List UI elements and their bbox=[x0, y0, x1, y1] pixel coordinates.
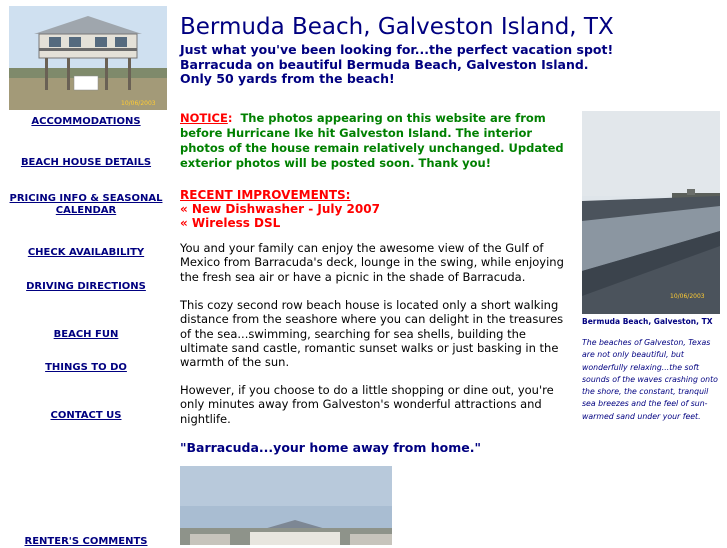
recent-improvements bbox=[180, 188, 380, 230]
house-photo-date-stamp: 10/06/2003 bbox=[121, 100, 156, 107]
beach-photo-caption: Bermuda Beach, Galveston, TX bbox=[582, 317, 713, 326]
nav-driving-directions-link[interactable]: DRIVING DIRECTIONS bbox=[26, 281, 146, 292]
nav-check-availability-link[interactable]: CHECK AVAILABILITY bbox=[27, 247, 145, 258]
beach-photo-date-stamp: 10/06/2003 bbox=[670, 293, 705, 300]
description-paragraph: However, if you choose to do a little shopping or dine out, you're only minutes away from Galveston's wonderful attractions and nightlife. bbox=[180, 383, 554, 426]
nav-accommodations-link[interactable]: ACCOMMODATIONS bbox=[31, 116, 141, 127]
nav-things-to-do-link[interactable]: THINGS TO DO bbox=[45, 362, 127, 373]
beach-house-photo bbox=[9, 6, 167, 110]
improvements-heading: RECENT IMPROVEMENTS: bbox=[180, 188, 351, 202]
nav-beach-house-details-link[interactable]: BEACH HOUSE DETAILS bbox=[20, 157, 152, 168]
nav-pricing-info-link[interactable]: PRICING INFO & SEASONAL CALENDAR bbox=[9, 193, 163, 216]
improvement-item: « New Dishwasher - July 2007 bbox=[180, 202, 380, 216]
intro-block bbox=[180, 43, 613, 87]
improvement-item: « Wireless DSL bbox=[180, 216, 281, 230]
nav-contact-us-link[interactable]: CONTACT US bbox=[50, 410, 122, 421]
beach-house-exterior-photo bbox=[180, 466, 392, 545]
beach-shoreline-photo bbox=[582, 111, 720, 314]
page-title: Bermuda Beach, Galveston Island, TX bbox=[180, 14, 614, 40]
nav-renters-comments-link[interactable]: RENTER'S COMMENTS bbox=[24, 536, 148, 547]
description-paragraph: This cozy second row beach house is located only a short walking distance from the seashore where you can delight in the treasures of the sea...swimming, searching for sea shells, building the ultimate sand castle, romantic sunset walks or just basking in the warmth of the sun. bbox=[180, 298, 564, 370]
intro-line: Just what you've been looking for...the perfect vacation spot! bbox=[180, 42, 614, 57]
notice-label: NOTICE bbox=[180, 111, 228, 125]
description-paragraph: You and your family can enjoy the awesome view of the Gulf of Mexico from Barracuda's deck, lounge in the swing, while enjoying the fresh sea air or have a picnic in the shade of Barracuda. bbox=[180, 241, 564, 284]
intro-line: Barracuda on beautiful Bermuda Beach, Galveston Island. bbox=[180, 56, 589, 72]
notice-text: The photos appearing on this website are from before Hurricane Ike hit Galveston Island. The interior photos of the house remain relatively unchanged. Updated exterior photos will be posted soon. Thank you! bbox=[180, 111, 564, 170]
left-navigation bbox=[0, 0, 172, 545]
slogan: "Barracuda...your home away from home." bbox=[180, 440, 482, 455]
intro-line: Only 50 yards from the beach! bbox=[180, 71, 395, 86]
notice-block: NOTICE: The photos appearing on this website are from before Hurricane Ike hit Galveston Island. The interior photos of the house remain relatively unchanged. Updated exterior photos will be posted soon. Thank you! bbox=[180, 111, 564, 170]
nav-beach-fun-link[interactable]: BEACH FUN bbox=[53, 329, 119, 340]
beach-description: The beaches of Galveston, Texas are not only beautiful, but wonderfully relaxing...the soft sounds of the waves crashing onto the shore, the constant, tranquil sea breezes and the feel of sun-warmed sand under your feet. bbox=[582, 338, 718, 421]
